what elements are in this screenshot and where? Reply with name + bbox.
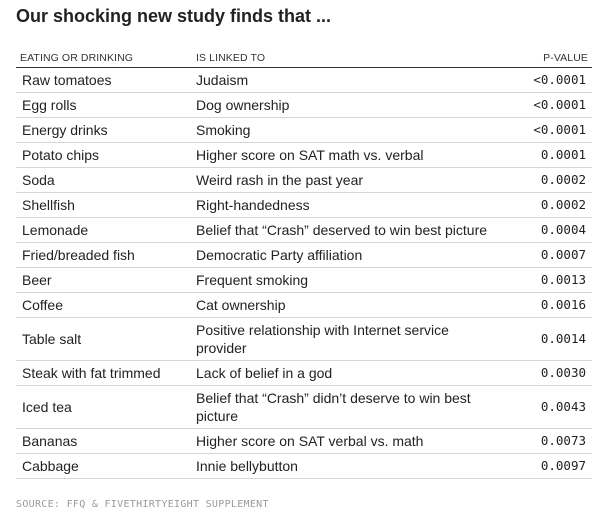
chart-title: Our shocking new study finds that ...: [16, 6, 332, 26]
table-row: [16, 361, 592, 386]
cell-eating-or-drinking: Potato chips: [16, 143, 192, 168]
cell-p-value: 0.0007: [502, 243, 592, 268]
cell-is-linked-to: Higher score on SAT math vs. verbal: [192, 143, 502, 168]
table-row: [16, 168, 592, 193]
cell-p-value: 0.0016: [502, 293, 592, 318]
table-row: [16, 429, 592, 454]
table-row: [16, 243, 592, 268]
cell-is-linked-to: Belief that “Crash” deserved to win best picture: [192, 218, 502, 243]
table-row: [16, 318, 592, 361]
cell-eating-or-drinking: Table salt: [16, 318, 192, 361]
cell-p-value: <0.0001: [502, 118, 592, 143]
cell-is-linked-to: Judaism: [192, 68, 502, 93]
column-header-p-value: P-VALUE: [502, 48, 592, 68]
cell-eating-or-drinking: Bananas: [16, 429, 192, 454]
table-row: [16, 293, 592, 318]
cell-p-value: 0.0014: [502, 318, 592, 361]
cell-eating-or-drinking: Shellfish: [16, 193, 192, 218]
cell-eating-or-drinking: Iced tea: [16, 386, 192, 429]
table-row: [16, 118, 592, 143]
cell-is-linked-to: Democratic Party affiliation: [192, 243, 502, 268]
cell-is-linked-to: Cat ownership: [192, 293, 502, 318]
cell-eating-or-drinking: Coffee: [16, 293, 192, 318]
cell-eating-or-drinking: Steak with fat trimmed: [16, 361, 192, 386]
cell-p-value: 0.0004: [502, 218, 592, 243]
cell-p-value: 0.0013: [502, 268, 592, 293]
cell-p-value: 0.0073: [502, 429, 592, 454]
table-body: [16, 68, 592, 479]
table-row: [16, 218, 592, 243]
cell-p-value: 0.0097: [502, 454, 592, 479]
cell-is-linked-to: Belief that “Crash” didn’t deserve to win best picture: [192, 386, 502, 429]
cell-p-value: 0.0002: [502, 193, 592, 218]
cell-p-value: <0.0001: [502, 68, 592, 93]
table-row: [16, 386, 592, 429]
cell-is-linked-to: Right-handedness: [192, 193, 502, 218]
cell-eating-or-drinking: Energy drinks: [16, 118, 192, 143]
cell-eating-or-drinking: Beer: [16, 268, 192, 293]
cell-is-linked-to: Lack of belief in a god: [192, 361, 502, 386]
table-row: [16, 454, 592, 479]
cell-is-linked-to: Innie bellybutton: [192, 454, 502, 479]
cell-eating-or-drinking: Egg rolls: [16, 93, 192, 118]
cell-is-linked-to: Higher score on SAT verbal vs. math: [192, 429, 502, 454]
cell-p-value: 0.0043: [502, 386, 592, 429]
cell-eating-or-drinking: Lemonade: [16, 218, 192, 243]
cell-p-value: <0.0001: [502, 93, 592, 118]
column-header-is-linked-to: IS LINKED TO: [192, 48, 502, 68]
header-row: [16, 48, 592, 68]
cell-eating-or-drinking: Soda: [16, 168, 192, 193]
table-row: [16, 68, 592, 93]
cell-is-linked-to: Smoking: [192, 118, 502, 143]
cell-p-value: 0.0030: [502, 361, 592, 386]
cell-eating-or-drinking: Fried/breaded fish: [16, 243, 192, 268]
study-table: [16, 48, 592, 479]
cell-is-linked-to: Weird rash in the past year: [192, 168, 502, 193]
table-row: [16, 143, 592, 168]
column-header-eating-or-drinking: EATING OR DRINKING: [16, 48, 192, 68]
table-row: [16, 268, 592, 293]
cell-is-linked-to: Dog ownership: [192, 93, 502, 118]
cell-p-value: 0.0001: [502, 143, 592, 168]
table-row: [16, 93, 592, 118]
cell-p-value: 0.0002: [502, 168, 592, 193]
cell-eating-or-drinking: Cabbage: [16, 454, 192, 479]
cell-is-linked-to: Frequent smoking: [192, 268, 502, 293]
source-note: SOURCE: FFQ & FIVETHIRTYEIGHT SUPPLEMENT: [16, 499, 269, 510]
cell-eating-or-drinking: Raw tomatoes: [16, 68, 192, 93]
cell-is-linked-to: Positive relationship with Internet service provider: [192, 318, 502, 361]
table-row: [16, 193, 592, 218]
